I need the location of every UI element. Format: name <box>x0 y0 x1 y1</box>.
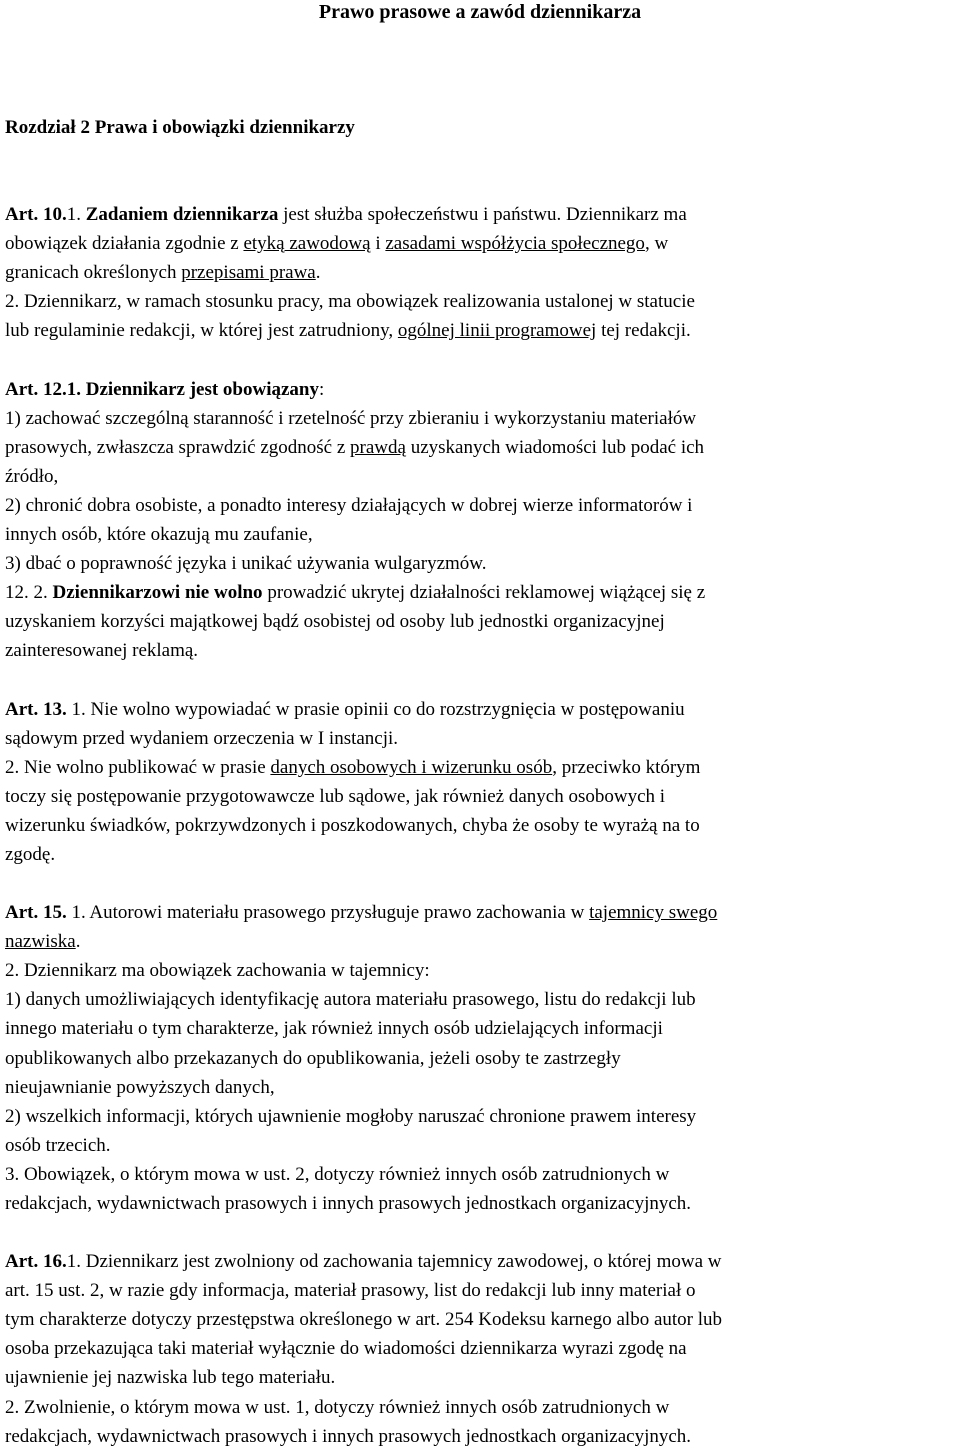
chapter-heading-text: Rozdział 2 Prawa i obowiązki dziennikarzy <box>5 117 355 138</box>
article-13 <box>5 695 960 870</box>
text-line: innych osób, które okazują mu zaufanie, <box>5 524 313 546</box>
article-12 <box>5 375 960 666</box>
text-span: , w <box>644 233 669 255</box>
text-line: 3. Obowiązek, o którym mowa w ust. 2, dotyczy również innych osób zatrudnionych w <box>5 1163 670 1185</box>
text-line: osób trzecich. <box>5 1134 111 1156</box>
text-line: sądowym przed wydaniem orzeczenia w I instancji. <box>5 727 399 749</box>
text-span: . <box>75 931 81 953</box>
underlined-term: tajemnicy swego <box>589 902 718 924</box>
text-span: 1. <box>66 378 86 400</box>
text-span: tej redakcji. <box>596 320 691 342</box>
text-line: 2. Dziennikarz, w ramach stosunku pracy, ma obowiązek realizowania ustalonej w statucie <box>5 291 695 313</box>
text-span: i <box>370 233 386 255</box>
chapter-heading <box>5 113 960 142</box>
underlined-term: nazwiska <box>5 931 76 953</box>
text-line: 3) dbać o poprawność języka i unikać używania wulgaryzmów. <box>5 553 487 575</box>
article-number: Art. 12. <box>5 378 67 400</box>
spacer <box>5 666 960 695</box>
underlined-term: przepisami prawa <box>181 262 316 284</box>
underlined-term: etyką zawodową <box>243 233 371 255</box>
text-line: toczy się postępowanie przygotowawcze lub sądowe, jak również danych osobowych i <box>5 785 666 807</box>
text-line: uzyskaniem korzyści majątkowej bądź osobistej od osoby lub jednostki organizacyjnej <box>5 611 665 633</box>
document-title: Prawo prasowe a zawód dziennikarza <box>318 1 642 23</box>
text-line <box>5 695 960 724</box>
text-line: nieujawnianie powyższych danych, <box>5 1076 275 1098</box>
text-line: 1) danych umożliwiających identyfikację autora materiału prasowego, listu do redakcji lub <box>5 989 696 1011</box>
document-body <box>5 113 960 1451</box>
emphasis: Zadaniem dziennikarza <box>85 204 279 226</box>
text-line <box>5 316 960 345</box>
spacer <box>5 142 960 200</box>
text-line <box>5 375 960 404</box>
text-line: źródło, <box>5 465 59 487</box>
text-span: 2. Nie wolno publikować w prasie <box>5 756 271 778</box>
text-span: uzyskanych wiadomości lub podać ich <box>405 436 705 458</box>
article-number: Art. 15. <box>5 902 67 924</box>
text-line: osoba przekazująca taki materiał wyłącznie do wiadomości dziennikarza wyrazi zgodę na <box>5 1338 687 1360</box>
text-line <box>5 433 960 462</box>
underlined-term: danych osobowych i wizerunku osób <box>270 756 553 778</box>
text-line: redakcjach, wydawnictwach prasowych i innych prasowych jednostkach organizacyjnych. <box>5 1193 692 1214</box>
text-line <box>5 753 960 782</box>
text-line <box>5 578 960 607</box>
text-line <box>5 200 960 229</box>
text-line <box>5 927 960 956</box>
text-span: obowiązek działania zgodnie z <box>5 233 244 255</box>
text-line: 1) zachować szczególną staranność i rzetelność przy zbieraniu i wykorzystaniu materiałów <box>5 407 697 429</box>
underlined-term: prawdą <box>350 436 406 458</box>
text-span: jest służba społeczeństwu i państwu. Dziennikarz ma <box>278 204 687 226</box>
spacer <box>5 869 960 898</box>
text-line: 2) wszelkich informacji, których ujawnienie mogłoby naruszać chronione prawem interesy <box>5 1105 697 1127</box>
text-span: . <box>315 262 321 284</box>
text-span: , przeciwko którym <box>552 756 701 778</box>
text-line <box>5 898 960 927</box>
text-line: ujawnienie jej nazwiska lub tego materiału. <box>5 1367 336 1389</box>
article-number: Art. 10. <box>5 204 67 226</box>
text-line: opublikowanych albo przekazanych do opublikowania, jeżeli osoby te zastrzegły <box>5 1047 621 1069</box>
text-span: 1. <box>66 204 86 226</box>
text-span: granicach określonych <box>5 262 182 284</box>
text-line: art. 15 ust. 2, w razie gdy informacja, materiał prasowy, list do redakcji lub inny materiał o <box>5 1280 696 1302</box>
spacer <box>5 1218 960 1247</box>
underlined-term: zasadami współżycia społecznego <box>385 233 645 255</box>
text-line <box>5 229 960 258</box>
text-line: zgodę. <box>5 843 56 865</box>
text-span: prowadzić ukrytej działalności reklamowej wiążącej się z <box>262 582 706 604</box>
text-line <box>5 258 960 287</box>
text-span: 1. Nie wolno wypowiadać w prasie opinii co do rozstrzygnięcia w postępowaniu <box>66 698 685 720</box>
text-line: zainteresowanej reklamą. <box>5 640 199 662</box>
text-span: 12. 2. <box>5 582 53 604</box>
emphasis: Dziennikarz jest obowiązany <box>85 378 319 400</box>
text-line: wizerunku świadków, pokrzywdzonych i poszkodowanych, chyba że osoby te wyrażą na to <box>5 814 700 836</box>
text-span: 1. Dziennikarz jest zwolniony od zachowania tajemnicy zawodowej, o której mowa w <box>66 1251 722 1273</box>
text-line <box>5 1247 960 1276</box>
text-span: lub regulaminie redakcji, w której jest zatrudniony, <box>5 320 398 342</box>
spacer <box>5 346 960 375</box>
emphasis: Dziennikarzowi nie wolno <box>52 582 263 604</box>
article-15 <box>5 898 960 1218</box>
text-span: : <box>319 378 325 400</box>
text-line: tym charakterze dotyczy przestępstwa określonego w art. 254 Kodeksu karnego albo autor lub <box>5 1309 723 1331</box>
underlined-term: ogólnej linii programowej <box>397 320 597 342</box>
article-number: Art. 13. <box>5 698 67 720</box>
text-line: innego materiału o tym charakterze, jak również innych osób udzielających informacji <box>5 1018 663 1040</box>
text-line: redakcjach, wydawnictwach prasowych i innych prasowych jednostkach organizacyjnych. <box>5 1425 692 1447</box>
text-line: 2) chronić dobra osobiste, a ponadto interesy działających w dobrej wierze informatorów i <box>5 494 693 516</box>
text-span: prasowych, zwłaszcza sprawdzić zgodność z <box>5 436 351 458</box>
text-span: 1. Autorowi materiału prasowego przysługuje prawo zachowania w <box>66 902 590 924</box>
text-line: 2. Zwolnienie, o którym mowa w ust. 1, dotyczy również innych osób zatrudnionych w <box>5 1396 670 1418</box>
article-10 <box>5 200 960 345</box>
text-line: 2. Dziennikarz ma obowiązek zachowania w tajemnicy: <box>5 960 430 982</box>
article-16 <box>5 1247 960 1451</box>
article-number: Art. 16. <box>5 1251 67 1273</box>
